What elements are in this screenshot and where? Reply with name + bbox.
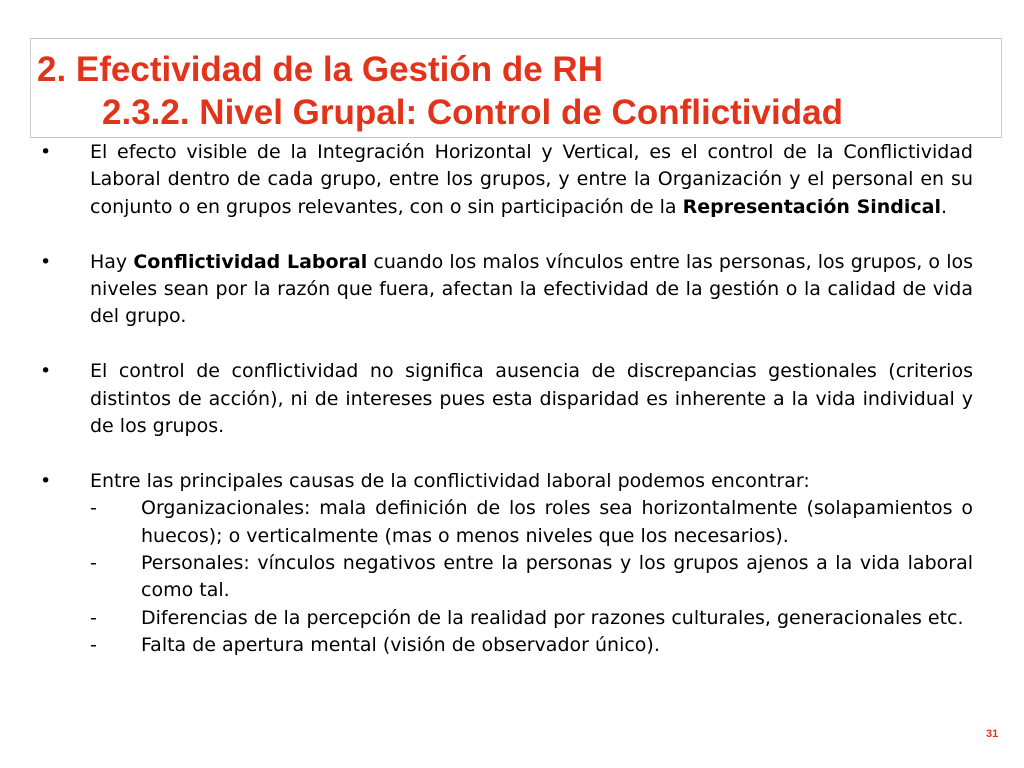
- bullet-item-4: [40, 468, 973, 660]
- bullet-text: [90, 139, 973, 221]
- dash-marker: -: [90, 497, 97, 520]
- bullet-text-plain: cuando los malos vínculos entre las personas, los grupos, o los niveles sean por la razón que fuera, afectan la efectividad de la gestión o la calidad de vida del grupo.: [90, 250, 974, 328]
- bullet-marker: •: [40, 250, 52, 273]
- bullet-text-bold: Representación Sindical: [682, 195, 941, 218]
- bullet-text: El control de conflictividad no significa ausencia de discrepancias gestionales (criterios distintos de acción), ni de intereses pues esta disparidad es inherente a la vida individual y de los grupos.: [90, 360, 973, 438]
- bullet-body: [90, 468, 973, 660]
- dash-marker: -: [90, 552, 97, 575]
- dash-marker: -: [90, 606, 97, 629]
- sub-item: [90, 550, 973, 605]
- page-number: 31: [986, 728, 999, 740]
- bullet-text-plain: .: [941, 195, 948, 218]
- bullet-text: [90, 249, 973, 331]
- bullet-marker: •: [40, 141, 52, 163]
- sub-item-text: Personales: vínculos negativos entre la personas y los grupos ajenos a la vida laboral como tal.: [141, 552, 973, 602]
- bullet-marker: •: [40, 360, 52, 383]
- sub-item-text: Organizacionales: mala definición de los roles sea horizontalmente (solapamientos o huecos); o verticalmente (mas o menos niveles que los necesarios).: [141, 497, 973, 547]
- sub-item: [90, 495, 973, 550]
- bullet-marker: •: [40, 469, 52, 492]
- sub-item: [90, 632, 973, 659]
- bullet-item-2: [40, 249, 973, 331]
- dash-marker: -: [90, 634, 97, 657]
- bullet-text-plain: Hay: [90, 250, 134, 273]
- sub-item-text: Diferencias de la percepción de la realidad por razones culturales, generacionales etc.: [141, 606, 964, 629]
- bullet-item-1: [40, 139, 973, 221]
- slide-title-box: [30, 38, 1002, 138]
- bullet-item-3: [40, 358, 973, 440]
- bullet-text-plain: El efecto visible de la Integración Horizontal y Vertical, es el control de la Conflictividad Laboral dentro de cada grupo, entre los grupos, y entre la Organización y el personal en su conjunto o en grupos relevantes, con o sin participación de la: [90, 141, 973, 218]
- bullet-text: Entre las principales causas de la conflictividad laboral podemos encontrar:: [90, 469, 810, 492]
- slide-title: 2. Efectividad de la Gestión de RH: [37, 50, 603, 89]
- slide-body: [40, 139, 973, 660]
- bullet-text-bold: Conflictividad Laboral: [133, 250, 368, 273]
- sub-item-text: Falta de apertura mental (visión de observador único).: [141, 634, 660, 657]
- sub-item: [90, 605, 973, 632]
- slide-subtitle: 2.3.2. Nivel Grupal: Control de Conflictividad: [102, 93, 843, 132]
